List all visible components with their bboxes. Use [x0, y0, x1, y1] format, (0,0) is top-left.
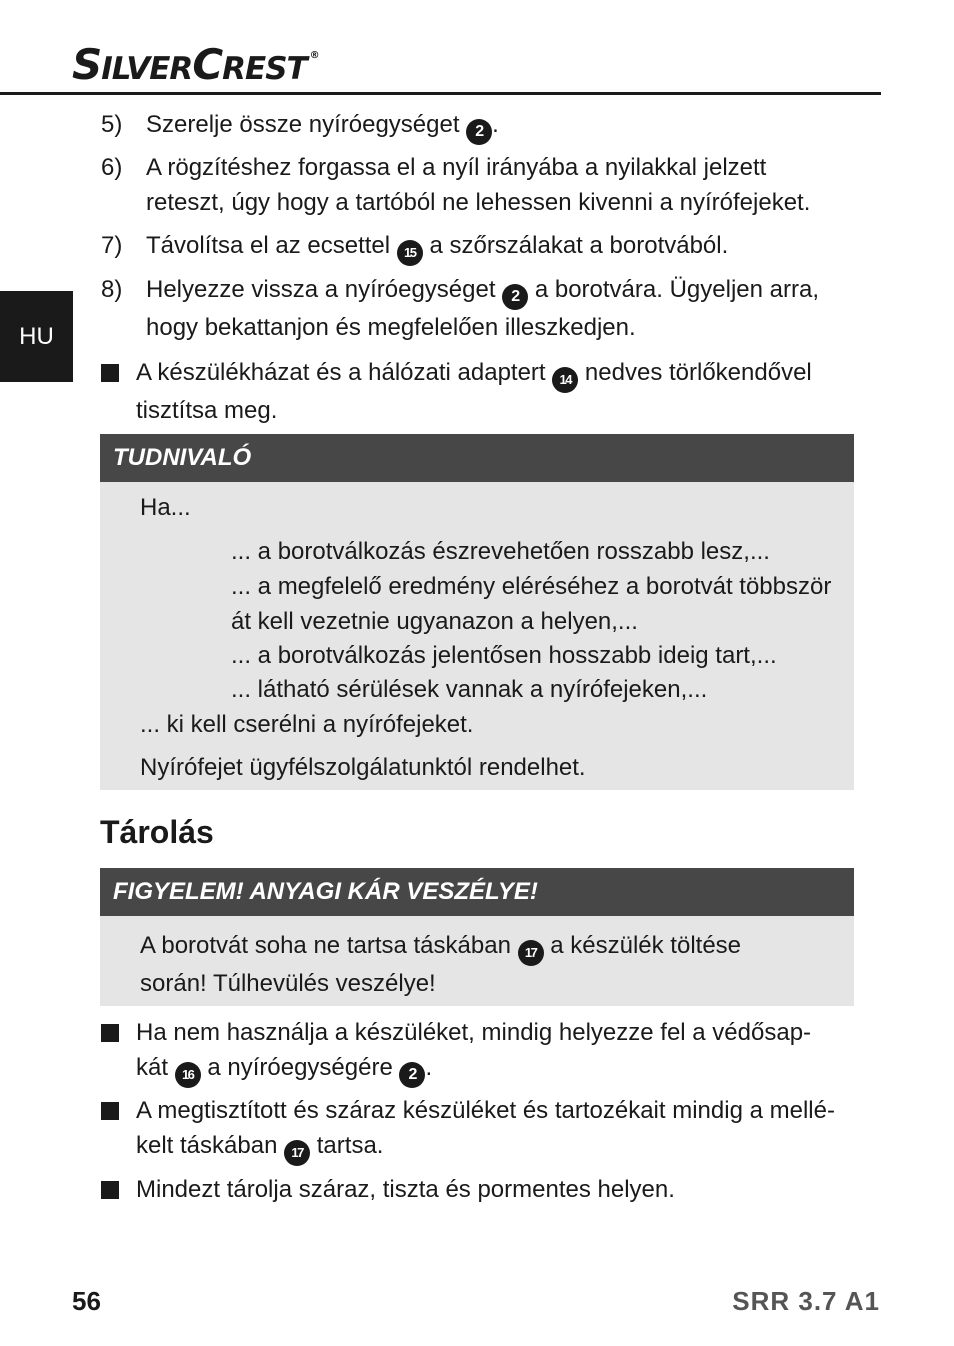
- text-run: A borotvát soha ne tartsa táskában: [140, 932, 518, 959]
- warning-box: [100, 868, 854, 1006]
- brand-logo: [72, 40, 319, 88]
- ref-badge: 2: [466, 119, 492, 145]
- header-rule: [0, 92, 881, 95]
- bullet-square: [101, 364, 119, 382]
- bullet-square: [101, 1102, 119, 1120]
- ref-badge: 15: [397, 240, 423, 266]
- note-conclusion: ... ki kell cserélni a nyírófejeket.: [140, 711, 474, 738]
- logo-letters: REST: [222, 51, 307, 87]
- note-title: TUDNIVALÓ: [100, 434, 854, 482]
- step-text: [146, 228, 861, 266]
- ref-badge: 2: [502, 284, 528, 310]
- registered-mark: ®: [309, 50, 319, 61]
- note-item: ... látható sérülések vannak a nyírófejeken,...: [231, 676, 708, 703]
- bullet-square: [101, 1024, 119, 1042]
- ref-badge: 14: [552, 367, 578, 393]
- bullet-storage-1: [101, 1015, 861, 1088]
- note-item: ... a borotválkozás jelentősen hosszabb ideig tart,...: [231, 642, 777, 669]
- page-number: 56: [72, 1286, 101, 1316]
- note-item: ... a borotválkozás észrevehetően rosszabb lesz,...: [231, 538, 770, 565]
- text-run: tartsa.: [310, 1132, 384, 1159]
- bullet-storage-2: [101, 1093, 861, 1166]
- step-text: [146, 150, 861, 220]
- text-run: Ha nem használja a készüléket, mindig helyezze fel a védősap-: [136, 1019, 812, 1046]
- text-run: hogy bekattanjon és megfelelően illeszkedjen.: [146, 313, 636, 341]
- note-item: át kell vezetnie ugyanazon a helyen,...: [231, 608, 638, 635]
- note-item: ... a megfelelő eredmény eléréséhez a borotvát többször: [231, 573, 832, 600]
- language-tab: HU: [0, 291, 73, 382]
- text-run: tisztítsa meg.: [136, 396, 278, 424]
- text-run: A rögzítéshez forgassa el a nyíl irányába a nyilakkal jelzett: [146, 154, 767, 181]
- bullet-square: [101, 1181, 119, 1199]
- ref-badge: 16: [175, 1062, 201, 1088]
- note-order: Nyírófejet ügyfélszolgálatunktól rendelhet.: [140, 754, 586, 781]
- text-run: Szerelje össze nyíróegységet: [146, 111, 467, 138]
- step-number: 6): [101, 154, 123, 181]
- logo-letters: ILVER: [101, 51, 193, 87]
- step-5: [101, 107, 861, 145]
- step-6: [101, 150, 861, 220]
- text-run: .: [425, 1054, 433, 1081]
- note-intro: Ha...: [140, 494, 191, 521]
- text-run: a készülék töltése: [543, 932, 742, 959]
- text-run: Helyezze vissza a nyíróegységet: [146, 276, 503, 303]
- ref-badge: 17: [518, 940, 544, 966]
- model-number: SRR 3.7 A1: [732, 1286, 880, 1316]
- text-run: .: [492, 111, 499, 138]
- bullet-text: [136, 355, 861, 428]
- bullet-text: [136, 1093, 861, 1166]
- ref-badge: 17: [284, 1140, 310, 1166]
- logo-letter: C: [192, 40, 223, 89]
- ref-badge: 2: [399, 1062, 425, 1088]
- step-number: 5): [101, 111, 123, 138]
- step-number: 7): [101, 232, 123, 259]
- text-run: Távolítsa el az ecsettel: [146, 232, 397, 259]
- note-box: [100, 434, 854, 790]
- logo-letter: S: [72, 40, 102, 89]
- warning-title: FIGYELEM! ANYAGI KÁR VESZÉLYE!: [100, 868, 854, 916]
- section-title: Tárolás: [100, 814, 214, 850]
- text-run: A megtisztított és száraz készüléket és tartozékait mindig a mellé-: [136, 1097, 835, 1124]
- bullet-clean: [101, 355, 861, 428]
- text-run: nedves törlőkendővel: [578, 359, 812, 386]
- text-run: kelt táskában: [136, 1132, 285, 1159]
- step-7: [101, 228, 861, 266]
- warning-text: [140, 928, 741, 1001]
- text-run: a nyíróegységére: [200, 1054, 400, 1081]
- text-run: a szőrszálakat a borotvából.: [422, 232, 729, 259]
- step-number: 8): [101, 276, 123, 303]
- step-text: [146, 107, 861, 145]
- text-run: a borotvára. Ügyeljen arra,: [528, 276, 819, 303]
- text-run: A készülékházat és a hálózati adaptert: [136, 359, 553, 386]
- step-text: [146, 272, 861, 345]
- step-8: [101, 272, 861, 345]
- bullet-text: [136, 1015, 861, 1088]
- bullet-text: Mindezt tárolja száraz, tiszta és pormentes helyen.: [136, 1176, 675, 1203]
- text-run: reteszt, úgy hogy a tartóból ne lehessen kivenni a nyírófejeket.: [146, 189, 811, 216]
- text-run: kát: [136, 1054, 175, 1081]
- text-run: során! Túlhevülés veszélye!: [140, 969, 436, 997]
- bullet-storage-3: [101, 1172, 861, 1207]
